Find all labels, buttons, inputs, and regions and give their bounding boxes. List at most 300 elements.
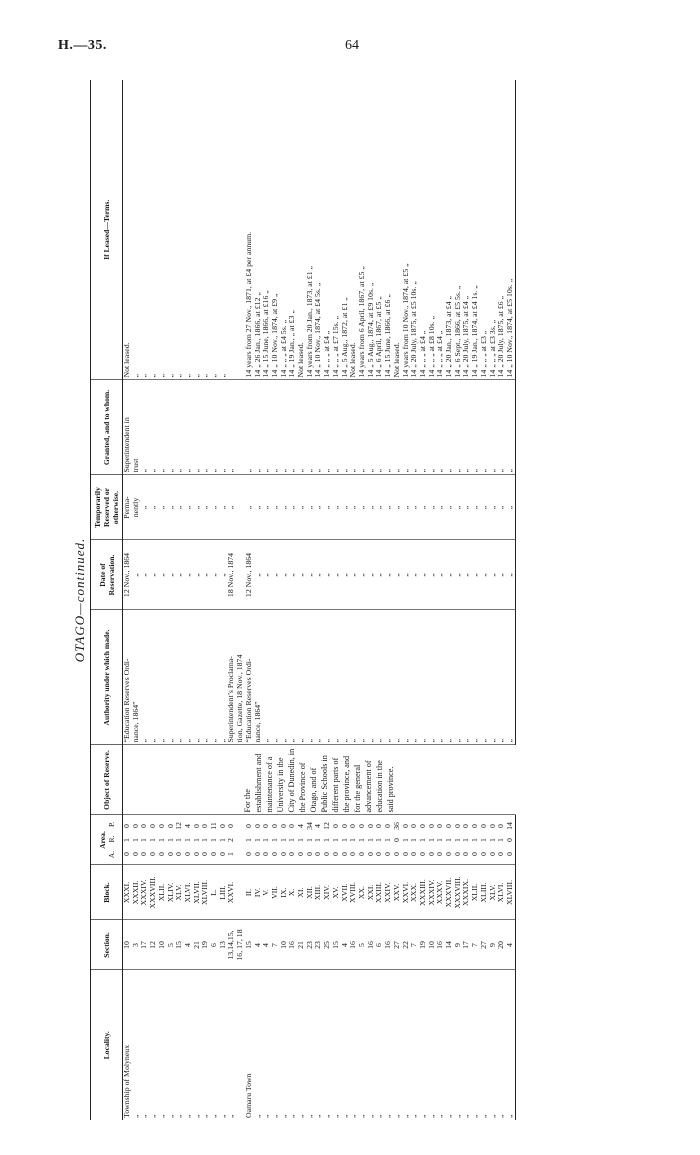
cell-block: XX. <box>358 865 367 920</box>
table-row <box>349 80 358 1120</box>
cell-block: XXXVIII. <box>149 865 158 920</box>
cell-lease-terms: „ <box>175 80 184 380</box>
table-row <box>323 80 332 1120</box>
cell-lease-terms: 14 „ „ „ at £3 3s. „ <box>489 80 498 380</box>
cell-date: „ <box>271 540 280 610</box>
area-p: 0 <box>478 824 488 828</box>
cell-lease-terms: „ <box>210 80 219 380</box>
table-row <box>297 80 306 1120</box>
cell-block: XLV. <box>489 865 498 920</box>
cell-temporarily: „ <box>219 475 228 540</box>
area-a: 0 <box>148 852 158 856</box>
cell-lease-terms: Not leased. <box>393 80 402 380</box>
header-row <box>91 80 123 1120</box>
col-header-authority: Authority under which made. <box>91 610 123 745</box>
cell-temporarily: „ <box>462 475 471 540</box>
cell-date: „ <box>167 540 176 610</box>
cell-temporarily: „ <box>506 475 515 540</box>
cell-locality: „ <box>391 1114 401 1118</box>
cell-date: „ <box>471 540 480 610</box>
cell-lease-terms: 14 „ 5 Aug., 1874, at £9 10s. „ <box>367 80 376 380</box>
table-row <box>175 80 184 1120</box>
cell-locality: „ <box>339 1114 349 1118</box>
col-header-granted: Granted, and to whom. <box>91 380 123 475</box>
cell-temporarily: „ <box>280 475 289 540</box>
col-header-object: Object of Reserve. <box>91 745 123 815</box>
cell-granted: „ <box>167 380 176 475</box>
cell-locality: „ <box>383 1114 393 1118</box>
cell-section: 10 <box>158 920 167 970</box>
cell-granted: „ <box>402 380 411 475</box>
cell-locality: „ <box>409 1114 419 1118</box>
cell-temporarily: „ <box>349 475 358 540</box>
cell-block: LIII. <box>219 865 228 920</box>
cell-temporarily: „ <box>288 475 297 540</box>
cell-temporarily: „ <box>175 475 184 540</box>
cell-temporarily: „ <box>367 475 376 540</box>
cell-section: 23 <box>306 920 315 970</box>
cell-temporarily: „ <box>271 475 280 540</box>
cell-section: 17 <box>462 920 471 970</box>
cell-block: XVII. <box>341 865 350 920</box>
cell-temporarily: „ <box>410 475 419 540</box>
area-p: 0 <box>330 824 340 828</box>
cell-block: XXXIV. <box>140 865 149 920</box>
cell-locality: „ <box>426 1114 436 1118</box>
cell-block: XLIV. <box>167 865 176 920</box>
area-r: 1 <box>165 838 175 842</box>
cell-lease-terms: 14 „ „ „ at £8 10s. „ <box>428 80 437 380</box>
cell-authority: „ <box>471 610 480 745</box>
area-a: 0 <box>130 852 140 856</box>
area-p: 0 <box>452 824 462 828</box>
cell-lease-terms: 14 „ 19 Jan., „ at £3 „ <box>288 80 297 380</box>
cell-locality: „ <box>217 1114 227 1118</box>
cell-section: 4 <box>254 920 263 970</box>
cell-date: „ <box>393 540 402 610</box>
cell-section: 4 <box>262 920 271 970</box>
cell-authority: „ <box>402 610 411 745</box>
table-row <box>271 80 280 1120</box>
cell-section: 19 <box>201 920 210 970</box>
cell-granted: „ <box>454 380 463 475</box>
area-r: 2 <box>226 838 236 842</box>
area-p: 0 <box>278 824 288 828</box>
cell-granted: „ <box>297 380 306 475</box>
cell-granted: „ <box>149 380 158 475</box>
cell-temporarily: „ <box>445 475 454 540</box>
cell-authority: „ <box>167 610 176 745</box>
cell-locality: „ <box>356 1114 366 1118</box>
area-r: 1 <box>269 838 279 842</box>
cell-block: XXIII. <box>375 865 384 920</box>
area-a: 0 <box>348 852 358 856</box>
cell-locality: „ <box>478 1114 488 1118</box>
table-row <box>245 80 254 1120</box>
cell-date: „ <box>410 540 419 610</box>
cell-section: 21 <box>297 920 306 970</box>
area-p: 0 <box>217 824 227 828</box>
area-a: 0 <box>122 852 131 856</box>
cell-locality: „ <box>200 1114 210 1118</box>
cell-lease-terms: Not leased. <box>349 80 358 380</box>
cell-lease-terms: 14 „ 15 June, 1866, at £6 „ <box>384 80 393 380</box>
cell-section: 16 <box>349 920 358 970</box>
cell-block: XXXIII. <box>419 865 428 920</box>
table-row <box>341 80 350 1120</box>
cell-block: VII. <box>271 865 280 920</box>
cell-temporarily: „ <box>149 475 158 540</box>
col-header-temporarily: Temporarily Reserved or otherwise. <box>91 475 123 540</box>
cell-authority: „ <box>419 610 428 745</box>
cell-authority: “Education Reserves Ordi- <box>245 610 254 745</box>
cell-granted: „ <box>306 380 315 475</box>
cell-block: XVIII. <box>349 865 358 920</box>
area-r: 1 <box>287 838 297 842</box>
cell-authority: „ <box>393 610 402 745</box>
cell-section: 16 <box>436 920 445 970</box>
table-row <box>201 80 210 1120</box>
area-a: 0 <box>478 852 488 856</box>
cell-lease-terms: 14 „ 10 Nov., 1874, at £5 10s. „ <box>506 80 515 380</box>
table-title: OTAGO—continued. <box>72 537 87 663</box>
cell-date: „ <box>297 540 306 610</box>
cell-temporarily: „ <box>245 475 254 540</box>
table-row <box>167 80 176 1120</box>
area-a: 0 <box>330 852 340 856</box>
cell-block: XXVI. <box>402 865 411 920</box>
cell-section: 6 <box>375 920 384 970</box>
cell-date: „ <box>210 540 219 610</box>
cell-temporarily: „ <box>393 475 402 540</box>
area-p: 0 <box>356 824 366 828</box>
cell-section: 22 <box>402 920 411 970</box>
cell-authority: „ <box>436 610 445 745</box>
table-row <box>306 80 315 1120</box>
cell-block: XLIII. <box>480 865 489 920</box>
area-p: 0 <box>435 824 445 828</box>
cell-temporarily: „ <box>184 475 193 540</box>
area-p: 0 <box>487 824 497 828</box>
cell-granted: „ <box>175 380 184 475</box>
area-r: 1 <box>296 838 306 842</box>
area-r: 1 <box>470 838 480 842</box>
cell-locality: Township of Molyneux <box>122 1044 131 1118</box>
cell-temporarily: „ <box>306 475 315 540</box>
cell-date: „ <box>262 540 271 610</box>
cell-date: „ <box>323 540 332 610</box>
cell-block: XXIV. <box>384 865 393 920</box>
table-row <box>332 80 341 1120</box>
area-a: 0 <box>139 852 149 856</box>
cell-temporarily: „ <box>140 475 149 540</box>
cell-granted: „ <box>341 380 350 475</box>
cell-date: „ <box>149 540 158 610</box>
cell-lease-terms: Not leased. <box>123 80 132 380</box>
cell-authority: „ <box>193 610 202 745</box>
cell-authority: „ <box>506 610 515 745</box>
area-a: 0 <box>496 852 506 856</box>
cell-section: 27 <box>480 920 489 970</box>
cell-temporarily: „ <box>167 475 176 540</box>
cell-locality: „ <box>139 1114 149 1118</box>
area-r: 1 <box>191 838 201 842</box>
cell-block: XV. <box>332 865 341 920</box>
cell-lease-terms: „ <box>193 80 202 380</box>
cell-granted: „ <box>497 380 506 475</box>
cell-section: 9 <box>489 920 498 970</box>
cell-locality: „ <box>322 1114 332 1118</box>
cell-granted: „ <box>384 380 393 475</box>
area-a: 0 <box>365 852 375 856</box>
cell-temporarily: „ <box>332 475 341 540</box>
cell-locality: „ <box>452 1114 462 1118</box>
area-a: 0 <box>426 852 436 856</box>
cell-date: „ <box>358 540 367 610</box>
area-p: 0 <box>252 824 262 828</box>
area-p: 0 <box>226 824 236 828</box>
area-a: 0 <box>356 852 366 856</box>
cell-temporarily: „ <box>419 475 428 540</box>
cell-temporarily: „ <box>262 475 271 540</box>
cell-date: „ <box>314 540 323 610</box>
cell-date: „ <box>428 540 437 610</box>
table-row <box>384 80 393 1120</box>
cell-date: „ <box>184 540 193 610</box>
table-row <box>462 80 471 1120</box>
cell-granted: „ <box>193 380 202 475</box>
cell-section: 15 <box>332 920 341 970</box>
area-a: 0 <box>487 852 497 856</box>
table-row <box>314 80 323 1120</box>
area-a: 0 <box>217 852 227 856</box>
area-r: 1 <box>365 838 375 842</box>
area-p: 4 <box>296 824 306 828</box>
cell-authority: „ <box>314 610 323 745</box>
cell-date: „ <box>332 540 341 610</box>
cell-granted: „ <box>158 380 167 475</box>
cell-authority: „ <box>306 610 315 745</box>
cell-block: XXXII. <box>132 865 141 920</box>
area-a: 0 <box>304 852 314 856</box>
cell-locality: „ <box>496 1114 506 1118</box>
cell-granted: „ <box>280 380 289 475</box>
cell-section: 7 <box>271 920 280 970</box>
cell-temporarily: „ <box>158 475 167 540</box>
cell-granted: „ <box>140 380 149 475</box>
cell-authority: „ <box>280 610 289 745</box>
cell-temporarily: „ <box>297 475 306 540</box>
table-row <box>262 80 271 1120</box>
cell-authority: „ <box>428 610 437 745</box>
cell-section: 13,14,15, <box>227 920 236 970</box>
cell-date: 12 Nov., 1864 <box>123 540 132 610</box>
cell-granted: „ <box>375 380 384 475</box>
cell-block: IV. <box>254 865 263 920</box>
cell-temporarily: Perma- <box>123 475 132 540</box>
cell-section: 6 <box>210 920 219 970</box>
area-a: 0 <box>296 852 306 856</box>
cell-locality: „ <box>156 1114 166 1118</box>
cell-temporarily: „ <box>210 475 219 540</box>
cell-locality: „ <box>174 1114 184 1118</box>
cell-temporarily: „ <box>227 475 236 540</box>
cell-lease-terms: 14 „ 5 Aug., 1872, at £1 „ <box>341 80 350 380</box>
table-row <box>193 80 202 1120</box>
table-row <box>480 80 489 1120</box>
cell-lease-terms: „ <box>184 80 193 380</box>
area-a: 0 <box>200 852 210 856</box>
cell-authority: „ <box>219 610 228 745</box>
area-p: 0 <box>269 824 279 828</box>
cell-section: 12 <box>149 920 158 970</box>
cell-section: 4 <box>184 920 193 970</box>
area-p: 0 <box>426 824 436 828</box>
cell-block: XLVI. <box>184 865 193 920</box>
area-p: 0 <box>348 824 358 828</box>
cell-granted: „ <box>393 380 402 475</box>
cell-granted: „ <box>358 380 367 475</box>
cell-area <box>227 815 236 865</box>
cell-authority: „ <box>184 610 193 745</box>
cell-authority: “Education Reserves Ordi- <box>123 610 132 745</box>
cell-granted: Superintendent in <box>123 380 132 475</box>
cell-section: 3 <box>132 920 141 970</box>
area-p: 0 <box>139 824 149 828</box>
cell-lease-terms: „ <box>140 80 149 380</box>
cell-lease-terms: „ <box>132 80 141 380</box>
area-a: 0 <box>191 852 201 856</box>
cell-granted: „ <box>227 380 236 475</box>
area-r: 1 <box>261 838 271 842</box>
cell-authority: „ <box>323 610 332 745</box>
cell-section: 7 <box>410 920 419 970</box>
cell-locality: „ <box>182 1114 192 1118</box>
cell-authority: „ <box>445 610 454 745</box>
cell-section: 10 <box>428 920 437 970</box>
cell-lease-terms: 14 years from 10 Nov., 1874, at £5 „ <box>402 80 411 380</box>
col-header-date: Date of Reservation. <box>91 540 123 610</box>
cell-locality: „ <box>365 1114 375 1118</box>
area-a: 0 <box>470 852 480 856</box>
cell-granted: „ <box>201 380 210 475</box>
cell-locality: „ <box>417 1114 427 1118</box>
cell-authority: „ <box>367 610 376 745</box>
area-p: 12 <box>174 822 184 830</box>
cell-authority: „ <box>489 610 498 745</box>
area-p: 0 <box>339 824 349 828</box>
area-p: 0 <box>461 824 471 828</box>
area-p: 0 <box>470 824 480 828</box>
cell-lease-terms: 14 „ „ „ at £4 „ <box>419 80 428 380</box>
area-p: 0 <box>156 824 166 828</box>
area-r: 1 <box>209 838 219 842</box>
cell-block: L. <box>210 865 219 920</box>
cell-granted: „ <box>210 380 219 475</box>
cell-date: „ <box>454 540 463 610</box>
cell-locality: „ <box>444 1114 454 1118</box>
cell-lease-terms: 14 „ 6 April, 1867, at £5 „ <box>375 80 384 380</box>
cell-temporarily: „ <box>489 475 498 540</box>
cell-locality: „ <box>296 1114 306 1118</box>
area-a: 0 <box>461 852 471 856</box>
cell-block: XLVIII. <box>201 865 210 920</box>
cell-section: 4 <box>506 920 515 970</box>
cell-block: XII. <box>306 865 315 920</box>
cell-authority: „ <box>158 610 167 745</box>
cell-authority: „ <box>288 610 297 745</box>
cell-date: „ <box>445 540 454 610</box>
table-row <box>158 80 167 1120</box>
cell-date: „ <box>375 540 384 610</box>
cell-authority: „ <box>454 610 463 745</box>
cell-lease-terms: 14 years from 20 Jan., 1873, at £1 „ <box>306 80 315 380</box>
cell-block: XXX. <box>410 865 419 920</box>
area-a: 0 <box>287 852 297 856</box>
cell-date: „ <box>158 540 167 610</box>
cell-lease-terms: 14 „ 10 Nov., 1874, at £9 „ <box>271 80 280 380</box>
cell-authority: „ <box>262 610 271 745</box>
area-r: 1 <box>304 838 314 842</box>
cell-block: XLVI. <box>497 865 506 920</box>
area-r: 0 <box>504 838 514 842</box>
cell-granted: „ <box>436 380 445 475</box>
area-p: 0 <box>200 824 210 828</box>
col-header-area: Area. A. R. P. <box>91 815 123 865</box>
cell-temporarily: „ <box>384 475 393 540</box>
cell-section: 4 <box>341 920 350 970</box>
area-a: 0 <box>339 852 349 856</box>
cell-authority: „ <box>332 610 341 745</box>
area-r: 1 <box>217 838 227 842</box>
cell-authority: „ <box>349 610 358 745</box>
area-r: 1 <box>409 838 419 842</box>
area-r: 1 <box>122 838 131 842</box>
area-r: 1 <box>400 838 410 842</box>
area-r: 1 <box>478 838 488 842</box>
cell-authority: nance, 1864” <box>254 610 263 745</box>
cell-section: 13 <box>219 920 228 970</box>
area-a: 0 <box>165 852 175 856</box>
cell-lease-terms: 14 „ 26 Jan., 1866, at £12 „ <box>254 80 263 380</box>
cell-temporarily: „ <box>497 475 506 540</box>
cell-locality: „ <box>506 970 515 1120</box>
cell-block: XXXVII. <box>445 865 454 920</box>
area-a: 0 <box>374 852 384 856</box>
cell-granted: „ <box>271 380 280 475</box>
cell-granted: „ <box>323 380 332 475</box>
area-r: 1 <box>182 838 192 842</box>
cell-date: „ <box>254 540 263 610</box>
area-r: 1 <box>487 838 497 842</box>
cell-date: „ <box>288 540 297 610</box>
cell-temporarily: „ <box>471 475 480 540</box>
cell-locality: „ <box>470 1114 480 1118</box>
cell-granted: „ <box>489 380 498 475</box>
area-r: 0 <box>391 838 401 842</box>
cell-section: 14 <box>445 920 454 970</box>
col-header-block: Block. <box>91 865 123 920</box>
cell-temporarily: „ <box>201 475 210 540</box>
cell-date: 12 Nov., 1864 <box>245 540 254 610</box>
area-p: 0 <box>400 824 410 828</box>
area-r: 1 <box>426 838 436 842</box>
page-number: 64 <box>345 38 359 53</box>
cell-authority: „ <box>384 610 393 745</box>
col-header-lease-terms: If Leased—Terms. <box>91 80 123 380</box>
cell-date: „ <box>175 540 184 610</box>
cell-granted: „ <box>184 380 193 475</box>
